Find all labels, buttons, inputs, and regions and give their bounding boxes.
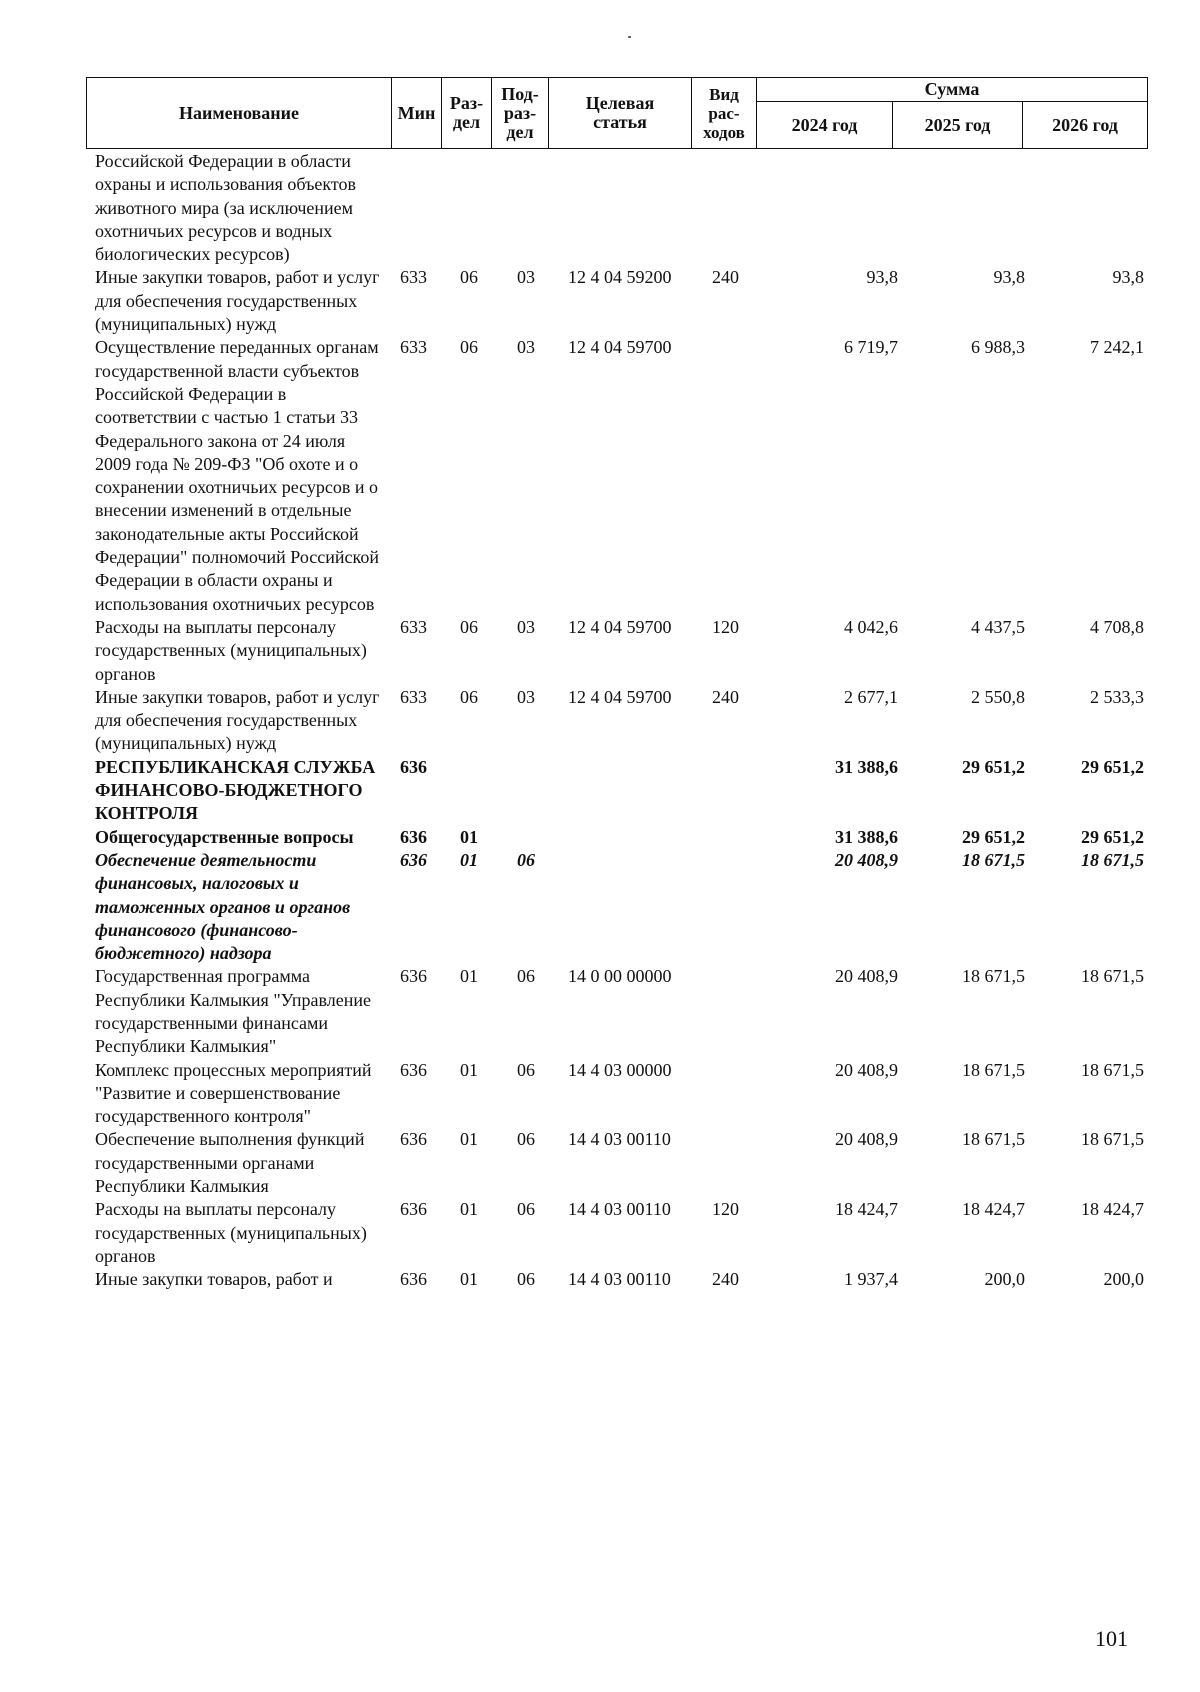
row-razdel: 01 [460,1199,478,1220]
row-y2024: 18 424,7 [835,1199,898,1220]
row-y2025: 2 550,8 [971,686,1025,707]
row-min: 633 [400,616,427,637]
header-vid: Вид рас- ходов [692,78,757,148]
row-y2024: 4 042,6 [844,616,898,637]
row-min: 636 [400,849,427,870]
table-row [0,756,1200,826]
row-razdel: 01 [460,966,478,987]
row-y2024: 20 408,9 [835,1059,898,1080]
row-y2024: 20 408,9 [835,1129,898,1150]
header-celevaya: Целевая статья [549,78,692,148]
row-razdel: 01 [460,849,478,870]
table-row [0,1128,1200,1198]
row-razdel: 01 [460,1269,478,1290]
row-podrazdel: 03 [517,616,535,637]
row-y2025: 18 671,5 [962,1129,1025,1150]
row-celevaya: 12 4 04 59700 [568,686,672,707]
row-name: Российской Федерации в области охраны и использования объектов животного мира (за исключением охотничьих ресурсов и водных биологических ресурсов) [95,151,357,265]
row-podrazdel: 06 [517,1129,535,1150]
row-y2026: 18 671,5 [1081,1129,1144,1150]
row-y2024: 1 937,4 [844,1269,898,1290]
table-row [0,686,1200,756]
table-header [86,77,1148,149]
row-celevaya: 14 0 00 00000 [568,966,672,987]
scan-speck [628,36,631,38]
row-name: Государственная программа Республики Калмыкия "Управление государственными финансами Республики Калмыкия" [95,966,371,1057]
table-row [0,266,1200,336]
row-min: 633 [400,337,427,358]
table-row [0,1198,1200,1268]
row-razdel: 06 [460,267,478,288]
row-min: 633 [400,686,427,707]
row-name: Обеспечение выполнения функций государственными органами Республики Калмыкия [95,1129,365,1197]
row-y2024: 6 719,7 [844,337,898,358]
row-min: 636 [400,1199,427,1220]
row-y2026: 18 671,5 [1081,1059,1144,1080]
row-y2026: 93,8 [1112,267,1144,288]
table-row [0,336,1200,616]
row-y2025: 29 651,2 [962,756,1025,777]
row-y2026: 2 533,3 [1090,686,1144,707]
header-summa: Сумма [757,78,1147,102]
row-podrazdel: 06 [517,1059,535,1080]
row-y2025: 4 437,5 [971,616,1025,637]
row-name: Расходы на выплаты персоналу государственных (муниципальных) органов [95,616,367,684]
row-y2026: 29 651,2 [1081,826,1144,847]
row-podrazdel: 06 [517,1269,535,1290]
row-y2025: 93,8 [993,267,1025,288]
row-min: 633 [400,267,427,288]
table-row [0,965,1200,1058]
row-min: 636 [400,966,427,987]
row-y2025: 200,0 [984,1269,1025,1290]
row-razdel: 01 [460,1129,478,1150]
row-podrazdel: 06 [517,966,535,987]
row-y2025: 29 651,2 [962,826,1025,847]
row-celevaya: 12 4 04 59700 [568,616,672,637]
row-y2026: 200,0 [1103,1269,1144,1290]
row-celevaya: 12 4 04 59200 [568,267,672,288]
table-row [0,1268,1200,1291]
row-podrazdel: 06 [517,1199,535,1220]
table-row [0,1059,1200,1129]
row-name: Иные закупки товаров, работ и [95,1269,333,1290]
row-vid: 240 [712,1269,739,1290]
header-min: Мин [392,78,442,148]
row-min: 636 [400,756,427,777]
row-y2024: 2 677,1 [844,686,898,707]
row-vid: 120 [712,616,739,637]
row-y2025: 18 671,5 [962,1059,1025,1080]
row-y2025: 18 671,5 [962,849,1025,870]
row-vid: 120 [712,1199,739,1220]
row-name: Обеспечение деятельности финансовых, налоговых и таможенных органов и органов финансового (финансово-бюджетного) надзора [95,849,351,964]
row-celevaya: 12 4 04 59700 [568,337,672,358]
row-y2026: 29 651,2 [1081,756,1144,777]
row-y2025: 18 671,5 [962,966,1025,987]
row-name: РЕСПУБЛИКАНСКАЯ СЛУЖБА ФИНАНСОВО-БЮДЖЕТНОГО КОНТРОЛЯ [95,756,376,824]
row-razdel: 06 [460,337,478,358]
header-razdel: Раз- дел [442,78,492,148]
row-y2024: 31 388,6 [835,756,898,777]
row-y2025: 6 988,3 [971,337,1025,358]
header-podrazdel: Под- раз- дел [492,78,549,148]
table-row [0,826,1200,849]
row-celevaya: 14 4 03 00110 [568,1269,671,1290]
row-min: 636 [400,1059,427,1080]
header-name: Наименование [87,78,392,148]
row-podrazdel: 03 [517,337,535,358]
row-podrazdel: 03 [517,267,535,288]
row-name: Общегосударственные вопросы [95,826,354,847]
row-y2026: 4 708,8 [1090,616,1144,637]
row-name: Комплекс процессных мероприятий "Развитие и совершенствование государственного контроля" [95,1059,372,1127]
row-celevaya: 14 4 03 00000 [568,1059,672,1080]
header-year-2024: 2024 год [757,102,893,148]
header-year-2025: 2025 год [893,102,1023,148]
row-celevaya: 14 4 03 00110 [568,1129,671,1150]
row-name: Иные закупки товаров, работ и услуг для обеспечения государственных (муниципальных) нужд [95,686,380,754]
row-y2026: 18 424,7 [1081,1199,1144,1220]
table-row [0,150,1200,266]
row-y2024: 20 408,9 [835,966,898,987]
row-razdel: 06 [460,616,478,637]
row-y2025: 18 424,7 [962,1199,1025,1220]
row-min: 636 [400,826,427,847]
row-name: Осуществление переданных органам государственной власти субъектов Российской Федерации в соответствии с частью 1 статьи 33 Федерального закона от 24 июля 2009 года № 209-ФЗ "Об охоте и о сохранении охотничьих ресурсов и о внесении изменений в отдельные законодательные акты Российской Федерации" полномочий Российской Федерации в области охраны и использования охотничьих ресурсов [95,337,379,614]
row-y2026: 18 671,5 [1081,966,1144,987]
row-y2024: 31 388,6 [835,826,898,847]
row-celevaya: 14 4 03 00110 [568,1199,671,1220]
row-vid: 240 [712,686,739,707]
row-name: Иные закупки товаров, работ и услуг для обеспечения государственных (муниципальных) нужд [95,267,380,335]
row-razdel: 06 [460,686,478,707]
table-row [0,849,1200,965]
row-razdel: 01 [460,826,478,847]
header-year-2026: 2026 год [1052,114,1118,135]
table-row [0,616,1200,686]
row-y2024: 93,8 [866,267,898,288]
row-y2024: 20 408,9 [835,849,898,870]
page-number: 101 [1095,1626,1128,1651]
row-min: 636 [400,1129,427,1150]
row-vid: 240 [712,267,739,288]
row-name: Расходы на выплаты персоналу государственных (муниципальных) органов [95,1199,367,1266]
row-podrazdel: 03 [517,686,535,707]
row-razdel: 01 [460,1059,478,1080]
row-y2026: 7 242,1 [1090,337,1144,358]
row-min: 636 [400,1269,427,1290]
table-body [0,150,1200,1292]
row-y2026: 18 671,5 [1081,849,1144,870]
row-podrazdel: 06 [517,849,535,870]
